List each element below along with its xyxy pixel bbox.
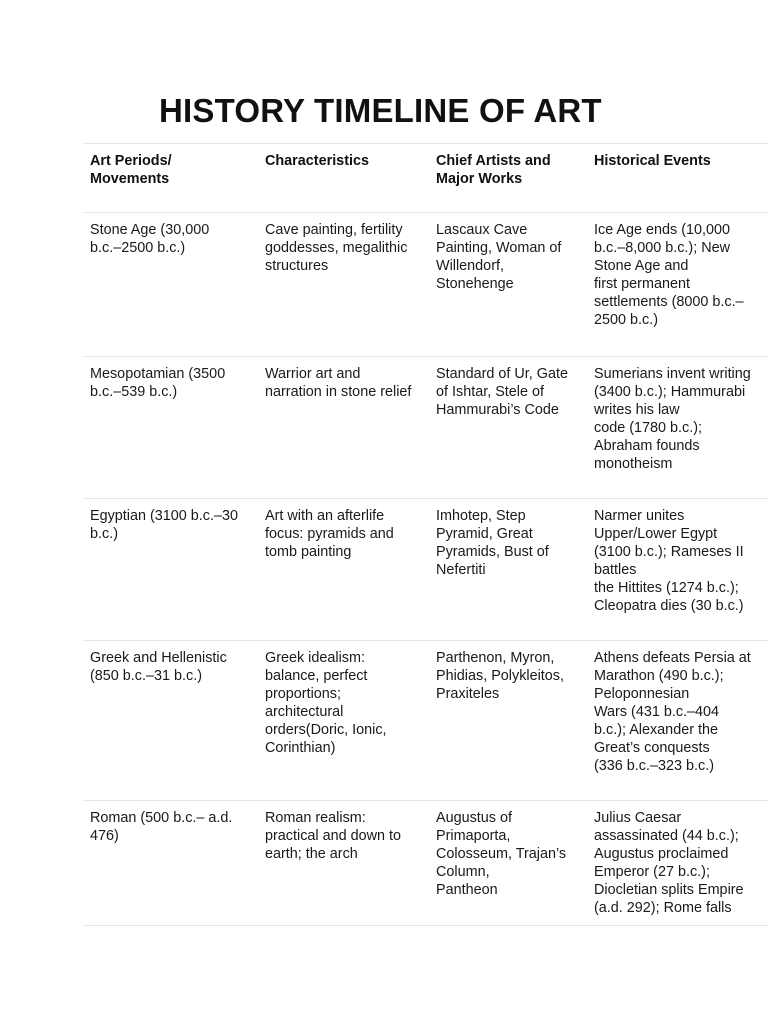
period-cell: Roman (500 b.c.– a.d. 476) <box>90 810 233 844</box>
table-row <box>83 357 768 499</box>
period-cell: Egyptian (3100 b.c.–30 b.c.) <box>90 508 239 542</box>
table-row <box>83 213 768 357</box>
characteristics-cell: Roman realism: practical and down to earth; the arch <box>265 810 401 862</box>
events-cell: Julius Caesar assassinated (44 b.c.); Augustus proclaimed Emperor (27 b.c.); Diocletian splits Empire (a.d. 292); Rome falls <box>594 810 744 916</box>
works-cell: Augustus of Primaporta, Colosseum, Trajan’s Column, Pantheon <box>436 810 567 898</box>
table-row <box>83 801 768 926</box>
works-cell: Parthenon, Myron, Phidias, Polykleitos, Praxiteles <box>436 650 564 702</box>
events-cell: Narmer unites Upper/Lower Egypt (3100 b.c.); Rameses II battles the Hittites (1274 b.c.); Cleopatra dies (30 b.c.) <box>594 508 744 614</box>
period-cell: Mesopotamian (3500 b.c.–539 b.c.) <box>90 366 226 400</box>
table-row <box>83 641 768 801</box>
column-header-artists-works: Chief Artists and Major Works <box>436 153 551 187</box>
column-header-characteristics: Characteristics <box>265 153 369 169</box>
table-header-row <box>83 143 768 213</box>
works-cell: Standard of Ur, Gate of Ishtar, Stele of Hammurabi’s Code <box>436 366 568 418</box>
events-cell: Athens defeats Persia at Marathon (490 b.c.); Peloponnesian Wars (431 b.c.–404 b.c.); Alexander the Great’s conquests (336 b.c.–323 b.c.) <box>594 650 751 774</box>
art-timeline-table <box>83 143 768 926</box>
characteristics-cell: Greek idealism: balance, perfect proportions; architectural orders(Doric, Ionic, Corinthian) <box>265 650 387 756</box>
column-header-periods: Art Periods/ Movements <box>90 153 172 187</box>
period-cell: Greek and Hellenistic (850 b.c.–31 b.c.) <box>90 650 227 684</box>
characteristics-cell: Cave painting, fertility goddesses, megalithic structures <box>265 222 408 274</box>
events-cell: Ice Age ends (10,000 b.c.–8,000 b.c.); New Stone Age and first permanent settlements (8000 b.c.– 2500 b.c.) <box>594 222 744 328</box>
characteristics-cell: Warrior art and narration in stone relief <box>265 366 412 400</box>
works-cell: Lascaux Cave Painting, Woman of Willendorf, Stonehenge <box>436 222 562 292</box>
page-title: HISTORY TIMELINE OF ART <box>159 92 602 129</box>
events-cell: Sumerians invent writing (3400 b.c.); Hammurabi writes his law code (1780 b.c.); Abraham founds monotheism <box>594 366 751 472</box>
period-cell: Stone Age (30,000 b.c.–2500 b.c.) <box>90 222 210 256</box>
column-header-historical-events: Historical Events <box>594 153 711 169</box>
works-cell: Imhotep, Step Pyramid, Great Pyramids, Bust of Nefertiti <box>436 508 549 578</box>
characteristics-cell: Art with an afterlife focus: pyramids and tomb painting <box>265 508 394 560</box>
table-row <box>83 499 768 641</box>
